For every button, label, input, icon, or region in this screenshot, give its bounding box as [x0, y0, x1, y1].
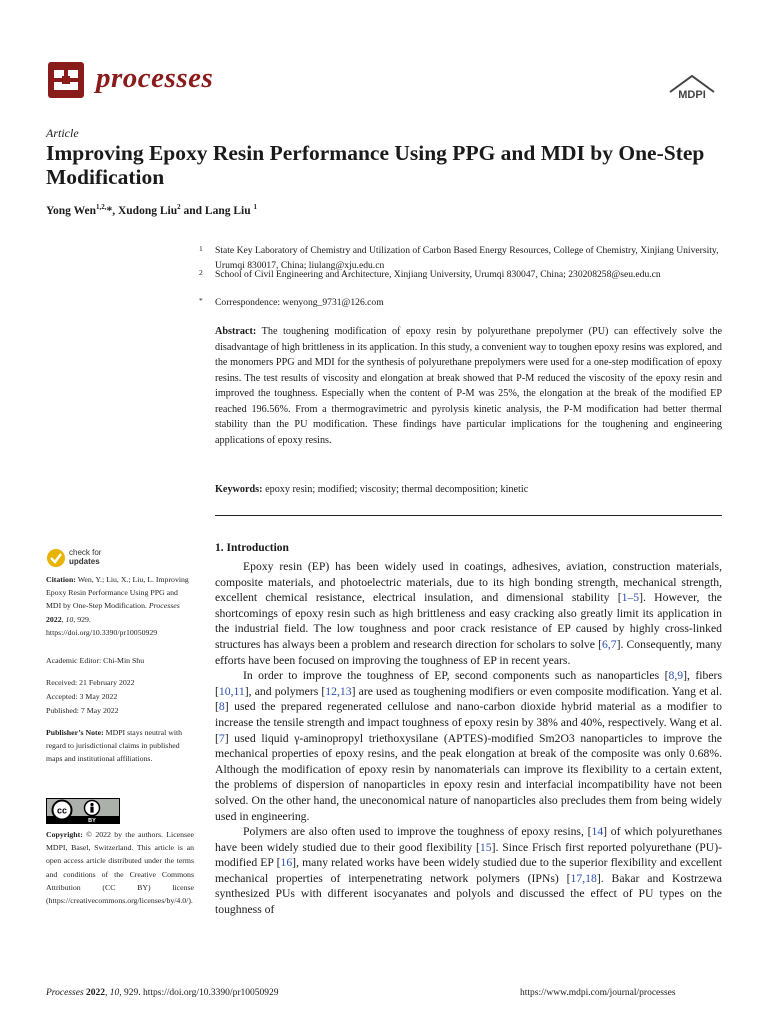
copyright-block	[46, 828, 194, 907]
divider	[215, 515, 722, 516]
citation-text: Wen, Y.; Liu, X.; Liu, L. Improving Epoxy Resin Performance Using PPG and MDI by One-Step Modification.	[46, 575, 189, 611]
text-run: ], many related works have been widely studied due to the superior flexibility and excellent mechanical properties of interpenetrating network polymers (IPNs) [	[215, 856, 722, 885]
text-run: ]. However, the shortcomings of epoxy resin such as high brittleness and easy cracking also greatly limit its application in the industrial field. The low toughness and poor crack resistance of EP caused by highly cross-linked structures has always been a problem and research direction for scholars to solve [	[215, 591, 722, 651]
keywords-label: Keywords:	[215, 484, 263, 495]
author-name: Xudong Liu	[117, 204, 178, 217]
abstract	[215, 324, 722, 448]
author-name: Yong Wen	[46, 204, 96, 217]
check-updates-line2: updates	[69, 557, 100, 566]
text-run: ] used liquid γ-aminopropyl triethoxysilane (APTES)-modified Sm2O3 nanoparticles to improve the mechanical properties of epoxy resins, and the peak elongation at break of the composite was only 0.68%. Although the modification of epoxy resin by nanomaterials can improve its flexibility to a certain extent, the problems of dispersion of nanoparticles in epoxy resin and interfacial incompatibility have not been solved. On the other hand, the uneconomical nature of nanoparticles also precludes them from being widely used in engineering.	[215, 731, 722, 823]
author-affiliation-mark: 2	[177, 203, 181, 211]
cc-by-license-icon[interactable]	[46, 798, 120, 824]
reference-link[interactable]: 15	[479, 840, 492, 854]
text-run: Polymers are also often used to improve the toughness of epoxy resins, [	[243, 825, 592, 839]
citation-year: 2022	[46, 614, 62, 624]
mdpi-label: MDPI	[678, 89, 706, 101]
text-run: In order to improve the toughness of EP, second components such as nanoparticles [	[243, 669, 669, 683]
footer-year: 2022	[83, 988, 106, 998]
check-updates-icon	[46, 548, 66, 568]
citation-block	[46, 573, 194, 639]
keywords-text: epoxy resin; modified; viscosity; thermal decomposition; kinetic	[262, 484, 529, 495]
text-run: ] used the prepared regenerated cellulose and nano-carbon dioxide hybrid material as a modifier to increase the tensile strength and impact toughness of epoxy resin by 38% and 40%, respectively. Wang et al. [	[215, 700, 722, 745]
published-date: Published: 7 May 2022	[46, 706, 119, 715]
author-affiliation-mark: 1	[253, 203, 257, 211]
text-run: ]. Consequently, many efforts have been focused on improving the toughness of EP in recent years.	[215, 637, 723, 667]
copyright-label: Copyright:	[46, 830, 83, 839]
separator: and	[180, 204, 205, 217]
paragraph	[215, 559, 722, 668]
abstract-text: The toughening modification of epoxy resin by polyurethane prepolymer (PU) can effectively solve the disadvantage of high brittleness in its application. In this study, a convenient way to toughen epoxy resins was explored, and the monomers PPG and MDI for the synthesis of polyurethane prepolymers were used for a one-step modification of epoxy resins. The test results of viscosity and elongation at break showed that P-M reduced the viscosity of the epoxy resin and improved the toughness. Especially when the content of P-M was 25%, the elongation at the break of the modified EP reached 196.56%. From a thermogravimetric and pyrolysis kinetic analysis, the P-M modification had better thermal stability than the PU modification. These findings have particular implications for the toughening and engineering applications of epoxy resins.	[215, 326, 722, 446]
academic-editor: Academic Editor: Chi-Min Shu	[46, 656, 145, 665]
affiliation-2	[199, 268, 725, 283]
text-run: ] are used as toughening modifiers or even composite modification. Yang et al. [	[215, 684, 722, 714]
affiliation-text: State Key Laboratory of Chemistry and Utilization of Carbon Based Energy Resources, College of Chemistry, Xinjiang University, Urumqi 830017, China; liulang@xju.edu.cn	[215, 245, 719, 271]
affiliation-text: Correspondence: wenyong_9731@126.com	[215, 297, 384, 308]
reference-link[interactable]: 8	[218, 700, 225, 714]
citation-volume: , 10	[61, 614, 74, 624]
abstract-label: Abstract:	[215, 326, 257, 337]
text-run: ]. Since Frisch first reported polyurethane (PU)-modified EP [	[215, 840, 722, 870]
reference-link[interactable]: 6,7	[601, 637, 617, 651]
corresponding-mark: *	[106, 204, 113, 217]
publisher-note	[46, 726, 194, 766]
author-affiliation-mark: 1,2,	[95, 203, 107, 211]
section-heading: 1. Introduction	[215, 542, 289, 554]
accepted-date: Accepted: 3 May 2022	[46, 692, 118, 701]
paragraph	[215, 824, 722, 918]
citation-doi[interactable]: , 929. https://doi.org/10.3390/pr10050929	[46, 614, 158, 637]
article-type: Article	[46, 126, 79, 140]
introduction-text	[215, 559, 722, 918]
check-for-updates-button[interactable]	[46, 546, 112, 570]
journal-name: processes	[96, 62, 214, 94]
text-run: Epoxy resin (EP) has been widely used in coatings, adhesives, aviation, construction materials, composite materials, and photoelectric materials, due to its high bonding strength, mechanical strength, excellent chemical resistance, electrical insulation, and dimensional stability [	[215, 560, 722, 605]
text-run: ]. Bakar and Kostrzewa synthesized PUs with different isocyanates and polyols and discussed the effect of PU types on the toughness of	[215, 871, 722, 917]
text-run: ], fibers [	[215, 669, 722, 698]
reference-link[interactable]: 16	[280, 856, 293, 870]
affiliation-number: 2	[199, 268, 203, 277]
text-run: ], and polymers [	[244, 684, 326, 698]
affiliation-number: *	[199, 296, 203, 305]
paragraph	[215, 668, 722, 824]
footer-journal-url[interactable]: https://www.mdpi.com/journal/processes	[520, 988, 676, 998]
footer-doi[interactable]: , 929. https://doi.org/10.3390/pr10050929	[119, 988, 279, 998]
mdpi-logo-icon	[666, 72, 718, 102]
article-title: Improving Epoxy Resin Performance Using PPG and MDI by One-Step Modification	[46, 141, 705, 189]
citation-journal: Processes	[148, 601, 180, 611]
received-date: Received: 21 February 2022	[46, 678, 135, 687]
keywords	[215, 484, 722, 495]
reference-link[interactable]: 1–5	[621, 591, 640, 605]
check-updates-line1: check for	[69, 548, 102, 557]
author-name: Lang Liu	[204, 204, 251, 217]
footer-volume: , 10	[105, 988, 120, 998]
footer-citation	[46, 988, 278, 998]
processes-logo-icon	[46, 60, 86, 100]
citation-label: Citation:	[46, 575, 76, 584]
footer-journal: Processes	[46, 988, 84, 998]
publisher-note-text: MDPI stays neutral with regard to jurisdictional claims in published maps and institutional affiliations.	[46, 728, 183, 764]
separator: ,	[112, 204, 118, 217]
affiliation-number: 1	[199, 244, 203, 253]
publisher-note-label: Publisher’s Note:	[46, 728, 104, 737]
reference-link[interactable]: 14	[591, 825, 604, 839]
reference-link[interactable]: 7	[218, 731, 225, 745]
reference-link[interactable]: 12,13	[325, 684, 352, 698]
affiliation-text: School of Civil Engineering and Architecture, Xinjiang University, Urumqi 830047, China; 230208258@seu.edu.cn	[215, 269, 661, 280]
copyright-text: © 2022 by the authors. Licensee MDPI, Basel, Switzerland. This article is an open access article distributed under the terms and conditions of the Creative Commons Attribution (CC BY) license (https://creativecommons.org/licenses/by/4.0/).	[46, 830, 194, 906]
reference-link[interactable]: 17,18	[570, 871, 597, 885]
svg-text:cc: cc	[56, 805, 68, 816]
text-run: ] of which polyurethanes have been widely studied due to their good flexibility [	[215, 825, 723, 854]
reference-link[interactable]: 8,9	[668, 669, 684, 683]
reference-link[interactable]: 10,11	[218, 684, 245, 698]
author-list	[46, 203, 257, 217]
correspondence	[199, 296, 725, 311]
cc-by-label: BY	[88, 818, 96, 824]
